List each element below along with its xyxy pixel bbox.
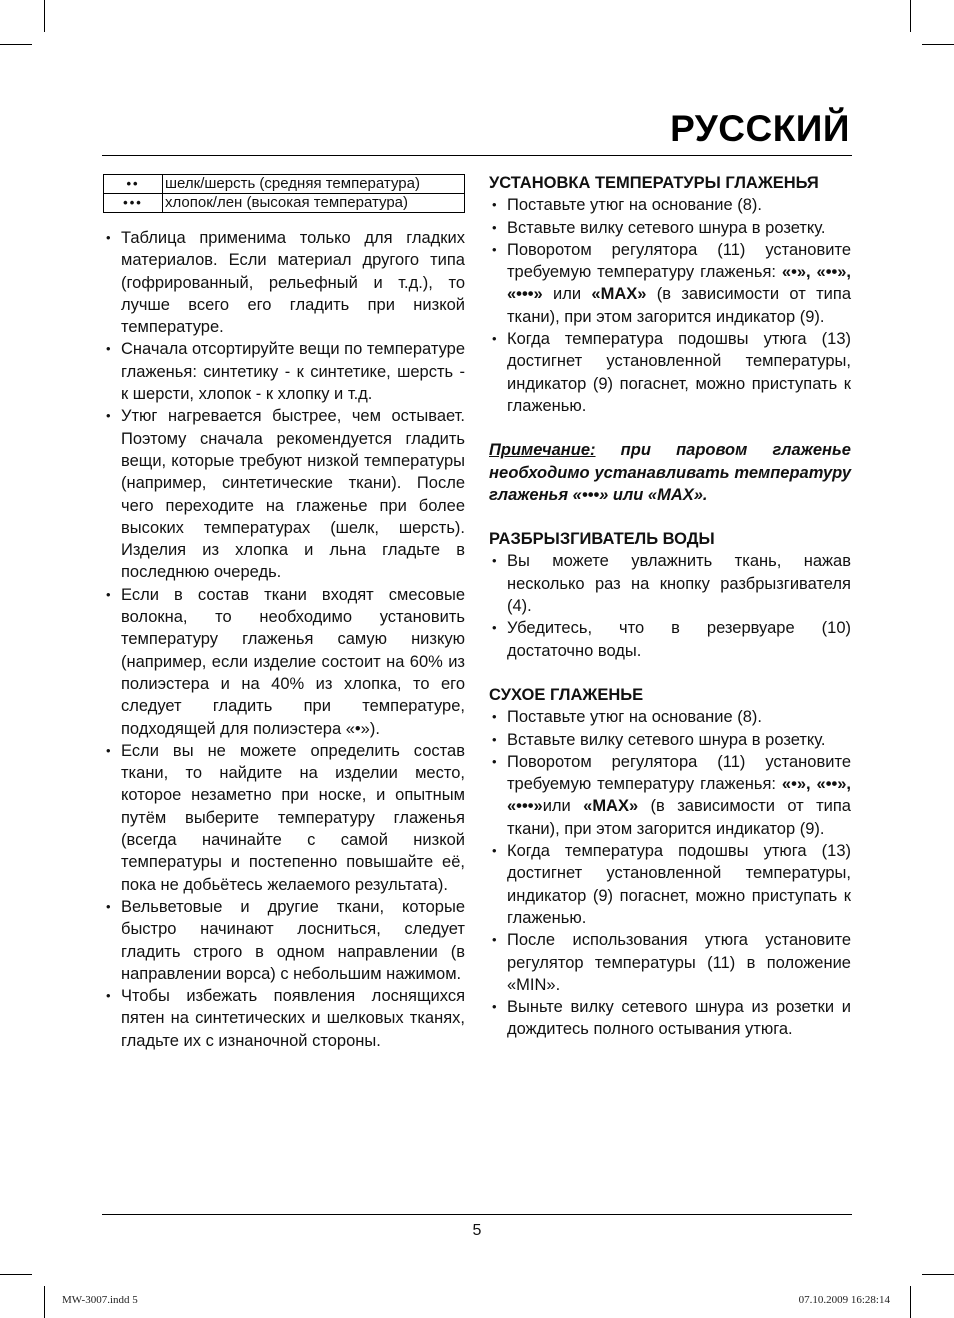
list-item: • Если в состав ткани входят смесовые волокна, то необходимо установить температуру глаженья самую низкую (например, если изделие состоит на 60% из полиэстера и на 40% из хлопка, то его следует гладить при температуре, подходящей для полиэстера «•»). xyxy=(103,584,465,740)
temperature-table xyxy=(103,174,465,213)
section-heading-temperature: УСТАНОВКА ТЕМПЕРАТУРЫ ГЛАЖЕНЬЯ xyxy=(489,174,819,192)
list-item: • Поставьте утюг на основание (8). xyxy=(489,706,851,728)
crop-mark xyxy=(44,0,45,32)
right-column xyxy=(489,172,851,1041)
list-item: • После использования утюга установите регулятор температуры (11) в положение «MIN». xyxy=(489,929,851,996)
header-divider xyxy=(102,155,852,156)
list-item: • Сначала отсортируйте вещи по температуре глаженья: синтетику - к синтетике, шерсть - к шерсти, хлопок - к хлопку и т.д. xyxy=(103,338,465,405)
section-heading-spray: РАЗБРЫЗГИВАТЕЛЬ ВОДЫ xyxy=(489,530,715,549)
list-item: • Вставьте вилку сетевого шнура в розетку. xyxy=(489,217,851,239)
table-row xyxy=(104,194,465,213)
footer-divider xyxy=(102,1214,852,1215)
file-slug: MW-3007.indd 5 xyxy=(62,1294,138,1306)
list-item: • Утюг нагревается быстрее, чем остывает. Поэтому сначала рекомендуется гладить вещи, которые требуют низкой температуры (например, синтетические ткани). После чего переходите на глаженье при более высоких температурах (шелк, шерсть). Изделия из хлопка и льна гладьте в последнюю очередь. xyxy=(103,405,465,583)
page-title: РУССКИЙ xyxy=(670,108,850,149)
ironing-tips-list xyxy=(103,227,465,1052)
list-item: • Вставьте вилку сетевого шнура в розетку. xyxy=(489,729,851,751)
list-item: • Выньте вилку сетевого шнура из розетки и дождитесь полного остывания утюга. xyxy=(489,996,851,1041)
crop-mark xyxy=(922,44,954,45)
page-number: 5 xyxy=(472,1222,482,1239)
crop-mark xyxy=(0,44,32,45)
note-text: при паровом глаженье необходимо устанавливать температуру глаженья «•••» или «MAX». xyxy=(489,441,851,504)
temperature-label: шелк/шерсть (средняя температура) xyxy=(163,175,465,194)
table-row xyxy=(104,175,465,194)
date-slug: 07.10.2009 16:28:14 xyxy=(798,1294,890,1306)
dry-ironing-steps-list xyxy=(489,706,851,1040)
list-item: • Поворотом регулятора (11) установите требуемую температуру глаженья: «•», «••», «•••»или «MAX» (в зависимости от типа ткани), при этом загорится индикатор (9). xyxy=(489,751,851,840)
temperature-label: хлопок/лен (высокая температура) xyxy=(163,194,465,213)
note-label: Примечание: xyxy=(489,441,596,460)
list-item: • Поставьте утюг на основание (8). xyxy=(489,194,851,216)
list-item: • Таблица применима только для гладких материалов. Если материал другого типа (гофрированный, рельефный и т.д.), то лучше всего его гладить при низкой температуре. xyxy=(103,227,465,338)
crop-mark xyxy=(910,1286,911,1318)
list-item: • Когда температура подошвы утюга (13) достигнет установленной температуры, индикатор (9) погаснет, можно приступать к глаженью. xyxy=(489,840,851,929)
crop-mark xyxy=(0,1274,32,1275)
crop-mark xyxy=(910,0,911,32)
left-column xyxy=(103,174,465,1052)
section-heading-dry-ironing: СУХОЕ ГЛАЖЕНЬЕ xyxy=(489,685,644,704)
temperature-dots: ••• xyxy=(104,194,163,213)
crop-mark xyxy=(44,1286,45,1318)
list-item: • Вельветовые и другие ткани, которые быстро начинают лосниться, следует гладить строго в одном направлении (в направлении ворса) с небольшим нажимом. xyxy=(103,896,465,985)
list-item: • Когда температура подошвы утюга (13) достигнет установленной температуры, индикатор (9) погаснет, можно приступать к глаженью. xyxy=(489,328,851,417)
list-item: • Поворотом регулятора (11) установите требуемую температуру глаженья: «•», «••», «•••» или «MAX» (в зависимости от типа ткани), при этом загорится индикатор (9). xyxy=(489,239,851,328)
temperature-dots: •• xyxy=(104,175,163,194)
crop-mark xyxy=(922,1274,954,1275)
list-item: • Если вы не можете определить состав ткани, то найдите на изделии место, которое незаметно при носке, и опытным путём выберите температуру глаженья (всегда начинайте с самой низкой температуры и постепенно повышайте её, пока не добьётесь желаемого результата). xyxy=(103,740,465,896)
list-item: • Чтобы избежать появления лоснящихся пятен на синтетических и шелковых тканях, гладьте их с изнаночной стороны. xyxy=(103,985,465,1052)
list-item: • Убедитесь, что в резервуаре (10) достаточно воды. xyxy=(489,617,851,662)
list-item: • Вы можете увлажнить ткань, нажав несколько раз на кнопку разбрызгивателя (4). xyxy=(489,550,851,617)
spray-steps-list xyxy=(489,550,851,661)
temperature-steps-list xyxy=(489,194,851,417)
note-paragraph xyxy=(489,439,851,506)
